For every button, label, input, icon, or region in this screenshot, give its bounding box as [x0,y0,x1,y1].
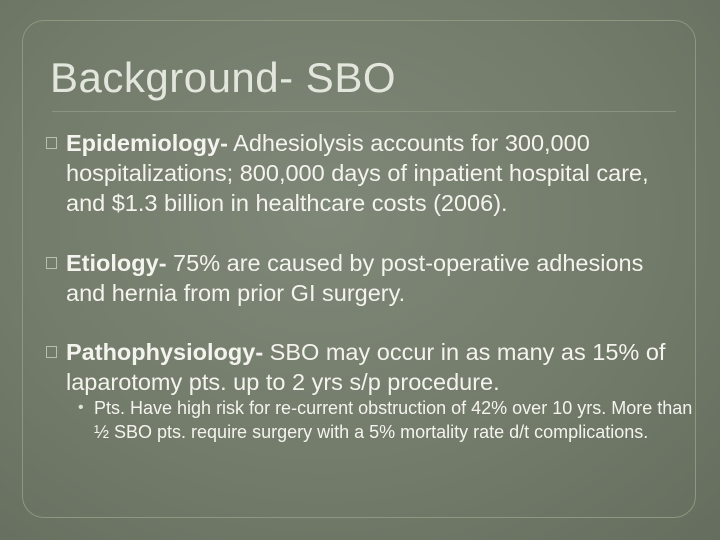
bullet-text [66,248,686,308]
bullet-epidemiology [46,128,686,218]
bullet-heading: Pathophysiology- [66,339,264,365]
bullet-box-icon [46,137,57,149]
bullet-box-icon [46,257,57,269]
bullet-text [66,337,686,397]
bullet-body: 75% are caused by post-operative adhesions and hernia from prior GI surgery. [66,250,644,306]
bullet-body: SBO may occur in as many as 15% of laparotomy pts. up to 2 yrs s/p procedure. [66,339,666,395]
bullet-body: Adhesiolysis accounts for 300,000 hospitalizations; 800,000 days of inpatient hospital care, and $1.3 billion in healthcare costs (2006). [66,130,649,216]
slide-title: Background- SBO [50,54,397,101]
sub-bullet-recurrence [76,396,696,444]
bullet-pathophysiology [46,337,686,397]
bullet-etiology [46,248,686,308]
bullet-box-icon [46,346,57,358]
title-divider [52,111,676,112]
sub-bullet-text: Pts. Have high risk for re-current obstruction of 42% over 10 yrs. More than ½ SBO pts. require surgery with a 5% mortality rate d/t complications. [94,398,693,442]
bullet-text [66,128,686,218]
bullet-heading: Etiology- [66,250,167,276]
bullet-dot-icon: • [78,399,84,416]
bullet-heading: Epidemiology- [66,130,228,156]
